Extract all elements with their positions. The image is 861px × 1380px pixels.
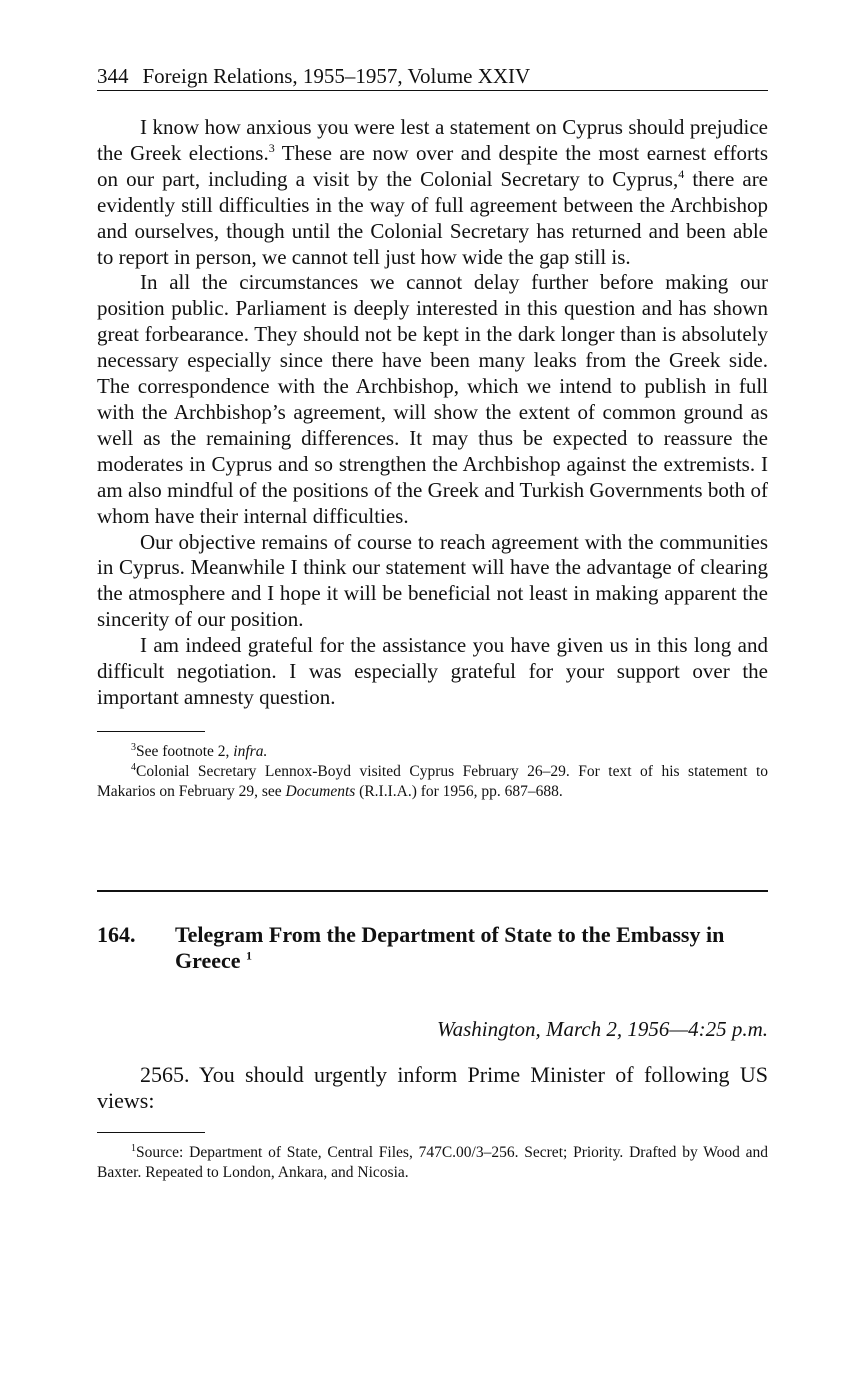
paragraph-text: I know how anxious you were lest a statement on Cyprus should prejudice the Greek elections. (97, 115, 768, 165)
footnote-mark: 4 (131, 761, 136, 773)
running-title: Foreign Relations, 1955–1957, Volume XXIV (142, 64, 531, 88)
footnote-rule (97, 1132, 205, 1133)
footnote-ref: 3 (268, 140, 275, 155)
paragraph: Our objective remains of course to reach agreement with the communities in Cyprus. Meanwhile I think our statement will have the advantage of clearing the atmosphere and I hope it will be beneficial not least in making apparent the sincerity of our position. (97, 529, 768, 632)
paragraph: I am indeed grateful for the assistance you have given us in this long and difficult negotiation. I was especially grateful for your support over the important amnesty question. (97, 633, 768, 709)
paragraph-text: These are now over and despite the most earnest efforts on our part, including a visit by the Colonial Secretary to Cyprus, (97, 140, 769, 191)
footnote-italic: infra. (233, 742, 268, 760)
footnote-rule (97, 731, 205, 732)
footnotes (97, 1143, 768, 1183)
page-number: 344 (97, 64, 129, 88)
document-number: 164. (97, 921, 136, 947)
paragraph: In all the circumstances we cannot delay further before making our position public. Parliament is deeply interested in this question and has shown great forbearance. They should not be kept in the dark longer than is absolutely necessary especially since there have been many leaks from the Greek side. The correspondence with the Archbishop, which we intend to publish in full with the Archbishop’s agreement, will show the extent of common ground as well as the remaining differences. It may thus be expected to reassure the moderates in Cyprus and so strengthen the Archbishop against the extremists. I am also mindful of the positions of the Greek and Turkish Governments both of whom have their internal difficulties. (97, 270, 768, 528)
footnote-ref: 4 (678, 166, 685, 181)
paragraph-text: there are evidently still difficulties in the way of full agreement between the Archbishop and ourselves, though until the Colonial Secretary has returned and been able to report in person, we cannot tell just how wide the gap still is. (97, 166, 769, 269)
document-heading (97, 922, 768, 974)
page (97, 64, 768, 1183)
footnote-text: Source: Department of State, Central Files, 747C.00/3–256. Secret; Priority. Drafted by Wood and Baxter. Repeated to London, Ankara, and Nicosia. (97, 1143, 768, 1181)
letter-body (97, 115, 768, 711)
dateline: Washington, March 2, 1956—4:25 p.m. (437, 1016, 768, 1041)
telegram-body (97, 1062, 768, 1114)
footnote-mark: 3 (131, 741, 136, 753)
footnote-1 (97, 1143, 768, 1183)
footnote-4 (97, 762, 768, 802)
footnotes (97, 742, 768, 802)
footnote-3 (97, 742, 768, 762)
running-head (97, 64, 768, 91)
footnote-mark: 1 (131, 1142, 136, 1154)
document-title-text: Telegram From the Department of State to the Embassy in Greece (175, 921, 725, 973)
section-divider (97, 890, 768, 892)
footnote-ref: 1 (246, 948, 253, 963)
document-title (175, 922, 768, 974)
footnote-text: Colonial Secretary Lennox-Boyd visited Cyprus February 26–29. For text of his statement to Makarios on February 29, see (97, 762, 768, 800)
paragraph (97, 115, 768, 270)
footnote-text: (R.I.I.A.) for 1956, pp. 687–688. (359, 782, 563, 800)
footnote-italic: Documents (285, 782, 356, 800)
footnote-text: See footnote 2, (136, 742, 230, 760)
paragraph: 2565. You should urgently inform Prime Minister of following US views: (97, 1061, 768, 1113)
